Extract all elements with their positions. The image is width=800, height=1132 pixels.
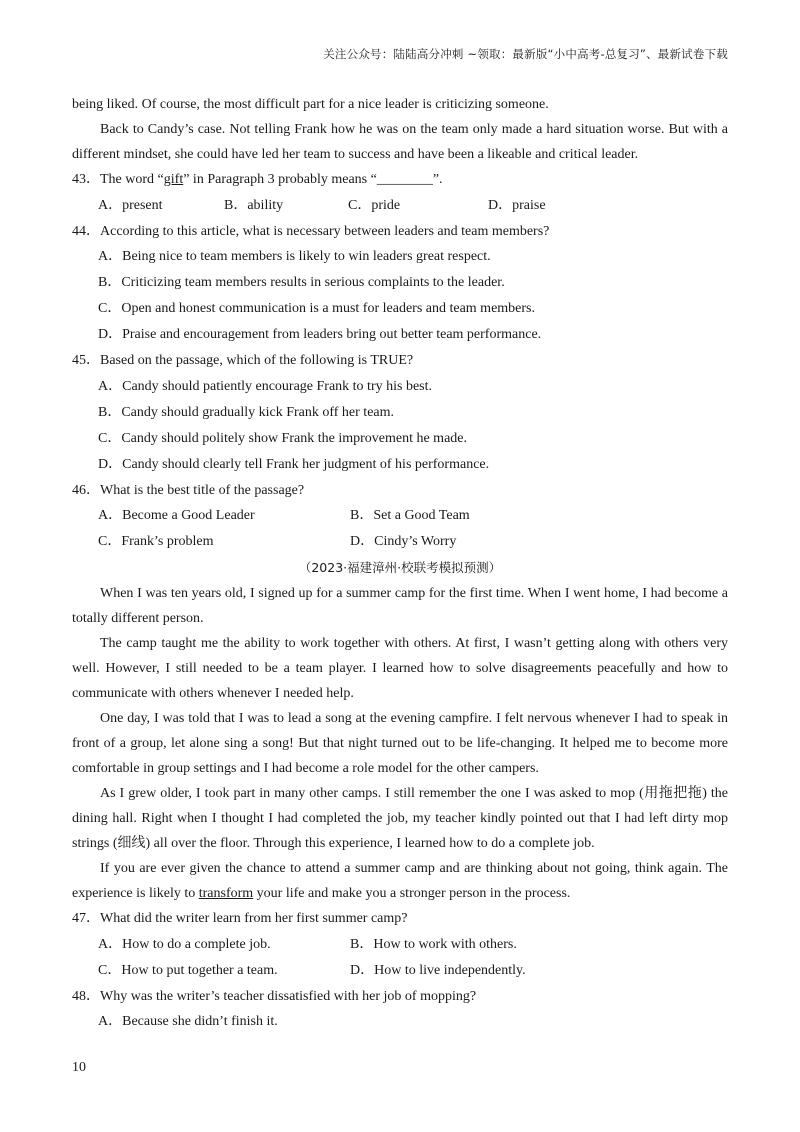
option-b: B．Set a Good Team [350,508,470,523]
answer-blank: ________ [376,172,433,187]
option-a: A．How to do a complete job. [98,936,271,952]
question-46-options-row2 [98,529,728,555]
option-a: A．Become a Good Leader [98,508,255,523]
option-c: C．How to put together a team. [98,962,278,978]
option-d: D．How to live independently. [350,962,526,978]
option-b: B．How to work with others. [350,936,517,952]
question-43-options [98,193,728,219]
option-d: D．Candy should clearly tell Frank her judgment of his performance. [98,456,490,472]
option-b: B．ability [224,197,284,213]
underlined-word: transform [198,886,254,901]
option-c: C．Frank’s problem [98,534,214,549]
passage-source: （2023·福建漳州·校联考模拟预测） [298,560,502,575]
page-content [72,92,728,1035]
option-a: A．Candy should patiently encourage Frank to try his best. [98,378,432,394]
page-header: 关注公众号：陆陆高分冲刺 ~领取：最新版“小中高考-总复习”、最新试卷下载 [323,47,728,61]
option-d: D．Praise and encouragement from leaders bring out better team performance. [98,327,542,342]
option-c: C．pride [348,197,401,213]
option-b: B．Candy should gradually kick Frank off her team. [98,404,395,420]
question-47-options-row2 [98,958,728,984]
question-44: 44．According to this article, what is necessary between leaders and team members? [72,223,550,239]
question-48: 48．Why was the writer’s teacher dissatisfied with her job of mopping? [72,988,477,1004]
question-46-options-row1 [98,503,728,529]
question-46: 46．What is the best title of the passage? [72,482,305,498]
underlined-word: gift [163,172,184,187]
option-d: D．Cindy’s Worry [350,534,457,549]
passage-paragraph: The camp taught me the ability to work together with others. At first, I wasn’t getting along with others very well. However, I still needed to be a team player. I learned how to solve disagreements peacefully and how to communicate with others whenever I needed help. [72,636,728,701]
passage-paragraph: being liked. Of course, the most difficult part for a nice leader is criticizing someone. [72,97,549,112]
question-47-options-row1 [98,932,728,958]
passage-paragraph: One day, I was told that I was to lead a song at the evening campfire. I felt nervous whenever I had to speak in front of a group, let alone sing a song! But that night turned out to be life-changing. It helped me to become more comfortable in group settings and I had become a role model for the other campers. [72,711,728,776]
passage-paragraph: If you are ever given the chance to attend a summer camp and are thinking about not going, think again. The experience is likely to transform your life and make you a stronger person in the process. [72,861,728,901]
option-c: C．Open and honest communication is a must for leaders and team members. [98,301,536,316]
option-a: A．present [98,197,163,213]
option-c: C．Candy should politely show Frank the improvement he made. [98,430,468,446]
passage-paragraph: Back to Candy’s case. Not telling Frank how he was on the team only made a hard situation worse. But with a different mindset, she could have led her team to success and have been a likeable and critical leader. [72,122,728,162]
passage-paragraph: As I grew older, I took part in many other camps. I still remember the one I was asked to mop (用拖把拖) the dining hall. Right when I thought I had completed the job, my teacher kindly pointed out that I had left dirty mop strings (细线) all over the floor. Through this experience, I learned how to do a complete job. [72,786,728,851]
passage-paragraph: When I was ten years old, I signed up for a summer camp for the first time. When I went home, I had become a totally different person. [72,586,728,626]
question-47: 47．What did the writer learn from her first summer camp? [72,911,408,926]
option-a: A．Because she didn’t finish it. [98,1014,278,1029]
question-45: 45．Based on the passage, which of the following is TRUE? [72,353,414,368]
question-43: 43．The word “gift” in Paragraph 3 probably means “________”. [72,172,443,187]
option-d: D．praise [488,197,546,213]
page-number: 10 [72,1060,86,1075]
option-a: A．Being nice to team members is likely to win leaders great respect. [98,249,491,264]
option-b: B．Criticizing team members results in serious complaints to the leader. [98,275,505,290]
